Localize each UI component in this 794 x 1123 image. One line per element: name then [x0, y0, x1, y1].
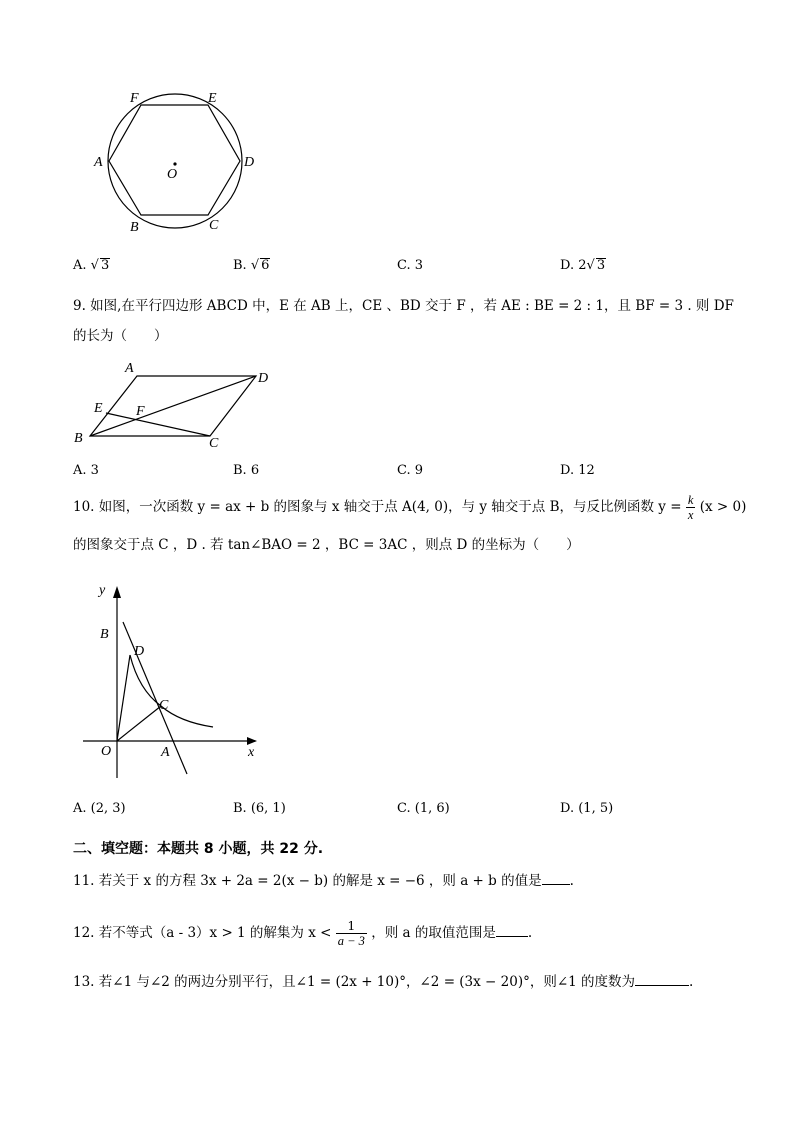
label-x: x	[248, 745, 255, 760]
label-C: C	[159, 698, 169, 713]
label-F: F	[130, 91, 139, 106]
linear-function-line	[123, 622, 187, 774]
q9-option-a[interactable]: A. 3	[73, 463, 99, 478]
q10-stem-line1: 10. 如图，一次函数 y = ax + b 的图象与 x 轴交于点 A(4, 0)，与 y 轴交于点 B，与反比例函数 y = $\frac{k}{x}$ (x > 0)	[73, 493, 747, 522]
label-E: E	[94, 401, 103, 416]
hyperbola-curve	[130, 655, 213, 727]
label-A: A	[125, 361, 134, 376]
q8-option-d[interactable]: D. 2√ 3	[560, 258, 606, 273]
label-F: F	[136, 404, 145, 419]
answer-blank[interactable]	[496, 924, 528, 937]
q10-option-a[interactable]: A. (2, 3)	[73, 801, 126, 816]
label-A: A	[94, 155, 103, 170]
q11-stem: 11. 若关于 x 的方程 3x + 2a = 2(x − b) 的解是 x = −6 ，则 a + b 的值是 .	[73, 873, 574, 889]
segment-oc	[117, 706, 161, 741]
fraction-k-over-x: $\frac{k}{x}$	[687, 493, 694, 522]
fraction-1-over-a-minus-3: $\frac{1}{a - 3}$	[337, 918, 365, 948]
label-C: C	[209, 218, 219, 233]
label-B: B	[74, 431, 83, 446]
label-B: B	[100, 627, 109, 642]
radicand: 3	[596, 258, 606, 273]
hexagon	[109, 105, 240, 215]
q8-option-a[interactable]: A. √ 3	[73, 258, 110, 273]
center-point	[173, 162, 176, 165]
label-B: B	[130, 220, 139, 235]
q10-coordinate-figure	[75, 578, 275, 788]
y-axis-arrow	[113, 586, 121, 598]
q9-option-c[interactable]: C. 9	[397, 463, 424, 478]
answer-blank[interactable]	[542, 872, 570, 885]
q9-option-d[interactable]: D. 12	[560, 463, 595, 478]
label-E: E	[208, 91, 217, 106]
label-A: A	[161, 745, 170, 760]
q8-hexagon-figure	[85, 85, 265, 240]
label-O: O	[101, 744, 112, 759]
label-C: C	[209, 436, 219, 451]
label-y: y	[99, 583, 106, 598]
x-axis-arrow	[247, 737, 257, 745]
q10-option-c[interactable]: C. (1, 6)	[397, 801, 450, 816]
q9-option-b[interactable]: B. 6	[233, 463, 260, 478]
circumscribed-circle	[108, 94, 242, 228]
radicand: 3	[100, 258, 110, 273]
radicand: 6	[261, 258, 270, 273]
q8-option-c[interactable]: C. 3	[397, 258, 424, 273]
q10-option-d[interactable]: D. (1, 5)	[560, 801, 614, 816]
section-heading-fill-in: 二、填空题：本题共 8 小题，共 22 分.	[73, 841, 324, 857]
q10-option-b[interactable]: B. (6, 1)	[233, 801, 286, 816]
q10-stem-line2: 的图象交于点 C ，D . 若 tan∠BAO = 2 ，BC = 3AC ，则点 D 的坐标为（ ）	[73, 537, 580, 553]
label-D: D	[244, 155, 255, 170]
diagonal-bd	[90, 376, 256, 436]
label-D: D	[258, 371, 269, 386]
q9-parallelogram-figure	[70, 358, 290, 453]
q12-stem: 12. 若不等式（a - 3）x > 1 的解集为 x < $\frac{1}{a - 3}$ ，则 a 的取值范围是 .	[73, 918, 533, 948]
answer-blank[interactable]	[635, 973, 689, 986]
q9-stem-line1: 9. 如图,在平行四边形 ABCD 中，E 在 AB 上，CE 、BD 交于 F ，若 AE : BE = 2 : 1，且 BF = 3 . 则 DF	[73, 298, 734, 314]
q13-stem: 13. 若∠1 与∠2 的两边分别平行，且∠1 = (2x + 10)°，∠2 = (3x − 20)°，则∠1 的度数为 .	[73, 974, 694, 990]
label-D: D	[134, 644, 145, 659]
segment-od	[117, 655, 130, 741]
q8-option-b[interactable]: B. √ 6	[233, 258, 270, 273]
q9-stem-line2: 的长为（ ）	[73, 328, 168, 344]
label-O: O	[167, 167, 178, 182]
